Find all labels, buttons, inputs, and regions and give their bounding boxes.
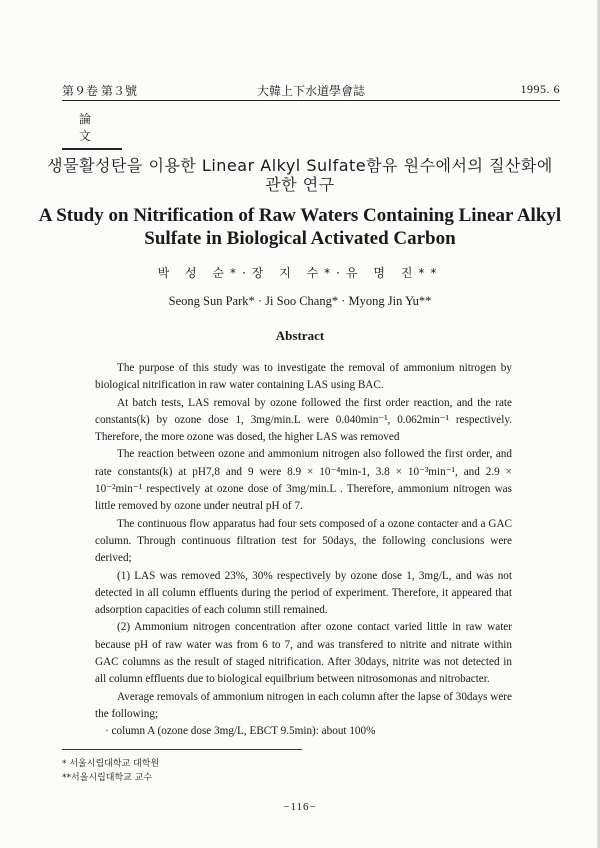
abstract-paragraph: Average removals of ammonium nitrogen in each column after the lapse of 30days were the following; (95, 690, 512, 720)
abstract-paragraph: (1) LAS was removed 23%, 30% respectively by ozone dose 1, 3mg/L, and was not detected in all column effluents during the period of experiment. Therefore, it appeared that adsorption capacities of each column still remained. (95, 569, 512, 617)
abstract-paragraph: The reaction between ozone and ammonium nitrogen also followed the first order, and rate constants(k) at pH7,8 and 9 were 8.9 × 10⁻⁴min-1, 3.8 × 10⁻³min⁻¹, and 2.9 × 10⁻²min⁻¹ respectively at ozone dose of 3mg/min.L . Therefore, ammonium nitrogen was little removed by ozone under neutral pH of 7. (95, 448, 512, 513)
english-title: A Study on Nitrification of Raw Waters Containing Linear Alkyl Sulfate in Biological Activated Carbon (38, 205, 562, 249)
journal-name: 大韓上下水道學會誌 (256, 84, 365, 98)
abstract-paragraph: At batch tests, LAS removal by ozone followed the first order reaction, and the rate constants(k) by ozone dose 1, 3mg/min.L were 0.040min⁻¹, 0.062min⁻¹ respectively. Therefore, the more ozone was dosed, the higher LAS was removed (95, 396, 512, 444)
english-authors: Seong Sun Park* · Ji Soo Chang* · Myong Jin Yu** (168, 294, 432, 308)
section-label: 論 文 (62, 110, 122, 150)
abstract-paragraph: (2) Ammonium nitrogen concentration after ozone contact varied little in raw water because pH of raw water was from 6 to 7, and was transfered to nitrite and nitrate within GAC columns as the result of staged nitrification. After 30days, nitrite was not detected in all column effluents due to biological equilbrium between nitrosomonas and nitrobacter. (95, 621, 512, 686)
abstract-paragraph: The continuous flow apparatus had four sets composed of a ozone contacter and a GAC column. Through continuous filtration test for 50days, the following conclusions were derived; (95, 517, 512, 565)
footnotes (62, 757, 159, 785)
volume-issue: 第９卷 第３號 (62, 84, 138, 98)
korean-title: 생물활성탄을 이용한 Linear Alkyl Sulfate함유 원수에서의 질산화에 관한 연구 (47, 156, 553, 194)
publication-date: 1995. 6 (520, 82, 560, 96)
abstract-list-item: · column A (ozone dose 3mg/L, EBCT 9.5min): about 100% (105, 725, 376, 738)
header-rule (62, 100, 560, 101)
abstract-body (95, 360, 512, 741)
page-number: −116− (283, 801, 317, 813)
abstract-heading: Abstract (275, 328, 325, 343)
footnote-affiliation-2: **서울시립대학교 교수 (62, 773, 153, 783)
footnote-rule (62, 749, 302, 750)
footnote-affiliation-1: * 서울시립대학교 대학원 (62, 759, 160, 769)
abstract-paragraph: The purpose of this study was to investigate the removal of ammonium nitrogen by biological nitrification in raw water containing LAS using BAC. (95, 362, 512, 392)
korean-authors: 박 성 순*·장 지 수*·유 명 진** (157, 266, 443, 280)
